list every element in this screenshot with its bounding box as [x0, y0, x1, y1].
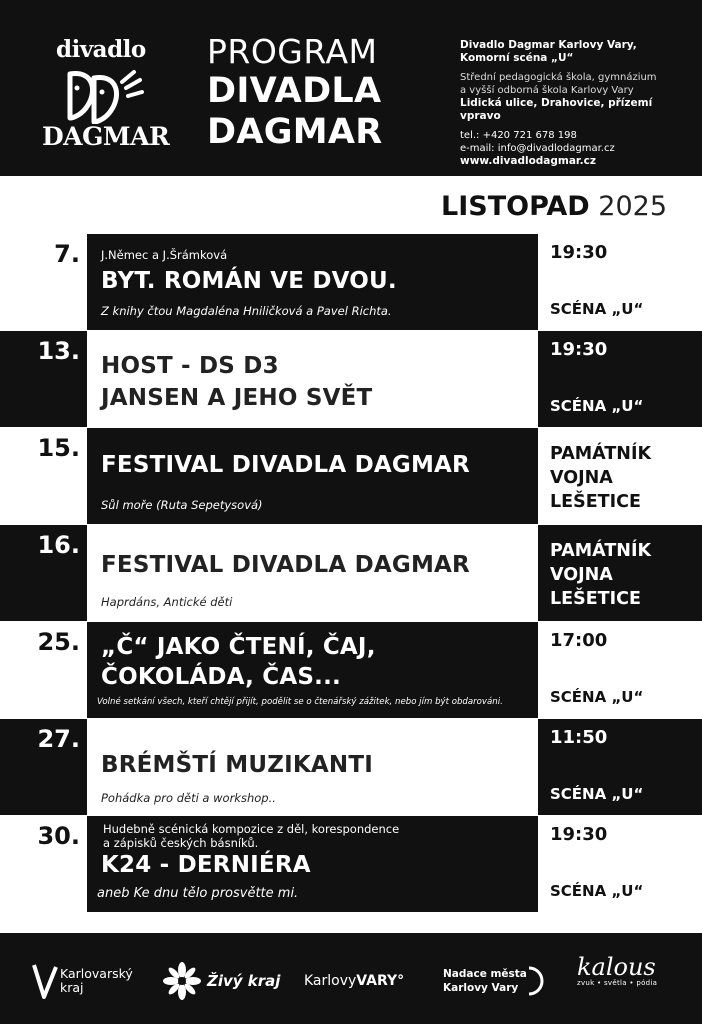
event-row: [0, 428, 702, 524]
event-venue: SCÉNA „U“: [550, 882, 644, 900]
event-title-line-1: „Č“ JAKO ČTENÍ, ČAJ,: [101, 634, 376, 660]
logo-word-dagmar: DAGMAR: [42, 122, 170, 151]
contact-org-1: Divadlo Dagmar Karlovy Vary,: [460, 39, 637, 51]
event-subtitle: Haprdáns, Antické děti: [101, 595, 233, 609]
event-time: 11:50: [550, 727, 608, 748]
event-venue: SCÉNA „U“: [550, 300, 644, 318]
event-row: [0, 622, 702, 718]
event-subtitle: Volné setkání všech, kteří chtějí přijít, podělit se o čtenářský zážitek, nebo jím být obdarováni.: [97, 697, 503, 707]
logo-word-divadlo: divadlo: [56, 36, 146, 63]
nadace-arc-icon: [527, 965, 545, 997]
karlovy-vary-text-2: VARY°: [356, 973, 405, 989]
event-title: FESTIVAL DIVADLA DAGMAR: [101, 552, 470, 578]
event-day: 15.: [37, 434, 80, 462]
kalous-text: kalous: [577, 953, 656, 981]
event-info: [540, 331, 702, 427]
contact-school-2: a vyšší odborná škola Karlovy Vary: [460, 85, 634, 96]
karlovy-vary-logo: [304, 961, 404, 1001]
contact-school-1: Střední pedagogická škola, gymnázium: [460, 72, 657, 83]
contact-email[interactable]: e-mail: info@divadlodagmar.cz: [460, 143, 615, 154]
event-venue: SCÉNA „U“: [550, 397, 644, 415]
event-title-line-1: HOST - DS D3: [101, 353, 279, 379]
event-panel: [87, 234, 538, 330]
event-info: [540, 816, 702, 912]
divadlo-dagmar-logo: [38, 30, 173, 160]
event-day: 7.: [54, 240, 80, 268]
event-day: 13.: [37, 337, 80, 365]
contact-address: Lidická ulice, Drahovice, přízemí vpravo: [460, 97, 653, 122]
event-info: [540, 719, 702, 815]
program-title-line-3: DAGMAR: [207, 112, 383, 152]
event-info: [540, 622, 702, 718]
karlovarsky-kraj-logo: [32, 961, 133, 1001]
contact-web[interactable]: www.divadlodagmar.cz: [460, 155, 596, 167]
flower-icon: [163, 962, 201, 1000]
event-time: 17:00: [550, 630, 608, 651]
event-row: [0, 816, 702, 912]
event-venue: SCÉNA „U“: [550, 688, 644, 706]
event-row: [0, 525, 702, 621]
event-day: 16.: [37, 531, 80, 559]
kalous-subtext: zvuk • světla • pódia: [577, 979, 658, 987]
event-day: 25.: [37, 628, 80, 656]
month-heading: [441, 191, 667, 223]
month-year: 2025: [598, 191, 667, 222]
event-day: 27.: [37, 725, 80, 753]
month-name: LISTOPAD: [441, 191, 590, 222]
nadace-line-1: Nadace města: [443, 968, 527, 980]
zivy-kraj-text: Živý kraj: [207, 972, 281, 990]
event-place: [550, 539, 651, 611]
event-panel: [87, 428, 538, 524]
kalous-logo: [577, 955, 657, 995]
event-title: BRÉMŠTÍ MUZIKANTI: [101, 752, 373, 778]
contact-block: [460, 39, 695, 168]
event-time: 19:30: [550, 339, 608, 360]
event-info: [540, 525, 702, 621]
event-title-line-2: ČOKOLÁDA, ČAS...: [101, 664, 341, 690]
nadace-line-2: Karlovy Vary: [443, 982, 519, 994]
event-subtitle: Sůl moře (Ruta Sepetysová): [101, 498, 263, 512]
program-title-line-1: PROGRAM: [207, 32, 378, 71]
event-subtitle: aneb Ke dnu tělo prosvětte mi.: [97, 886, 299, 901]
event-subtitle: Pohádka pro děti a workshop..: [101, 791, 276, 805]
karlovarsky-kraj-line-2: kraj: [60, 980, 84, 995]
event-place-line-2: VOJNA: [550, 565, 613, 585]
event-info: [540, 428, 702, 524]
contact-org-2: Komorní scéna „U“: [460, 52, 574, 64]
nadace-karlovy-vary-logo: [443, 961, 545, 1001]
event-pretitle-line-1: Hudebně scénická kompozice z děl, korespondence: [103, 822, 400, 836]
kraj-v-icon: [32, 963, 58, 999]
event-panel: [87, 331, 538, 427]
contact-phone[interactable]: tel.: +420 721 678 198: [460, 130, 577, 141]
event-time: 19:30: [550, 824, 608, 845]
header: [0, 0, 702, 176]
event-place-line-2: VOJNA: [550, 468, 613, 488]
event-subtitle: Z knihy čtou Magdaléna Hniličková a Pavel Richta.: [101, 304, 392, 318]
event-info: [540, 234, 702, 330]
sponsors-footer: [0, 933, 702, 1024]
karlovarsky-kraj-line-1: Karlovarský: [60, 966, 133, 981]
program-title-line-2: DIVADLA: [207, 71, 382, 111]
event-pretitle: J.Němec a J.Šrámková: [101, 248, 228, 262]
event-panel: [87, 622, 538, 718]
event-title: FESTIVAL DIVADLA DAGMAR: [101, 452, 470, 478]
event-panel: [87, 816, 538, 912]
event-title-line-2: JANSEN A JEHO SVĚT: [101, 385, 373, 411]
event-venue: SCÉNA „U“: [550, 785, 644, 803]
event-row: [0, 234, 702, 330]
event-title: BYT. ROMÁN VE DVOU.: [101, 268, 397, 294]
event-row: [0, 719, 702, 815]
event-place: [550, 442, 651, 514]
event-place-line-3: LEŠETICE: [550, 589, 641, 609]
event-place-line-1: PAMÁTNÍK: [550, 444, 652, 464]
event-panel: [87, 525, 538, 621]
event-place-line-1: PAMÁTNÍK: [550, 541, 652, 561]
karlovy-vary-text-1: Karlovy: [304, 973, 357, 989]
program-title: [207, 32, 383, 152]
event-panel: [87, 719, 538, 815]
event-row: [0, 331, 702, 427]
zivy-kraj-logo: [163, 961, 280, 1001]
event-day: 30.: [37, 822, 80, 850]
event-title: K24 - DERNIÉRA: [101, 852, 311, 878]
event-place-line-3: LEŠETICE: [550, 492, 641, 512]
event-pretitle-line-2: a zápisků českých básníků.: [103, 836, 259, 850]
event-time: 19:30: [550, 242, 608, 263]
masks-icon: [64, 68, 144, 124]
